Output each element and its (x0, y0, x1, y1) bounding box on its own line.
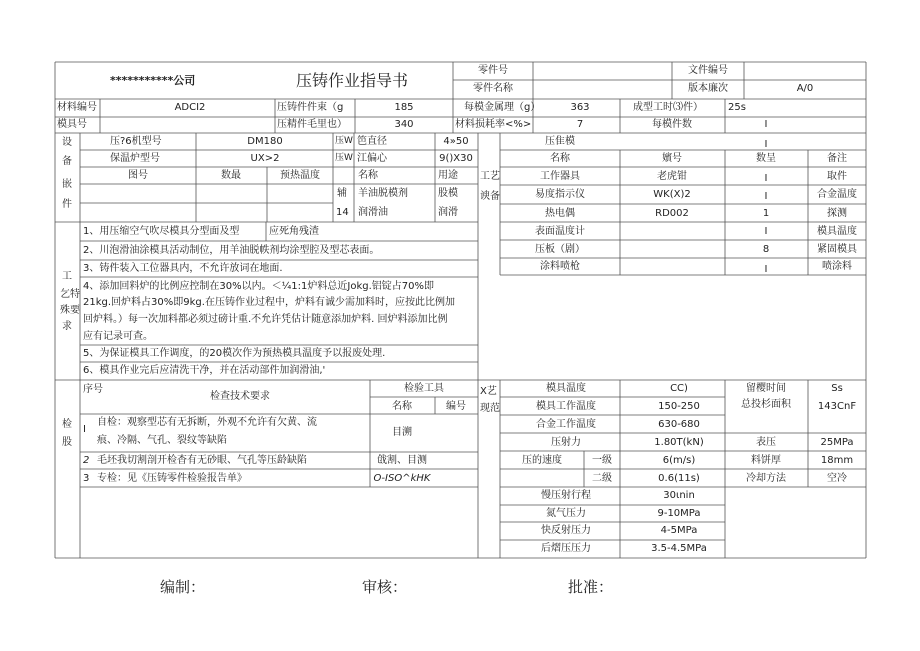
work-temp-value: 150-250 (658, 401, 700, 412)
stage2-value: 0.6(11s) (658, 473, 700, 484)
tool-row-code: RD002 (655, 208, 689, 219)
tool-row-code: WK(X)2 (653, 189, 691, 200)
tool-row-qty: I (764, 191, 768, 202)
cycle-label: 成型工时⑶件） (633, 102, 703, 113)
col-seq: 序号 (83, 384, 103, 395)
inspection-side-label-2: 股 (62, 437, 72, 448)
pressure-label: 表压 (756, 437, 776, 448)
inj-force-value: 1.80T(kN) (654, 437, 704, 448)
machine-value: DM180 (247, 136, 283, 147)
col-req: 检查技术要求 (210, 391, 270, 402)
part-no-label: 零件号 (478, 65, 508, 76)
inj-force-label: 压射力 (551, 437, 581, 448)
col-preheat: 预热温度 (280, 170, 320, 181)
tool-row-note: 取件 (827, 171, 847, 182)
col-tool: 检验工具 (404, 383, 444, 394)
compiled-label: 编制： (160, 578, 206, 596)
slow-label: 慢压射行程 (541, 490, 591, 501)
doc-no-label: 文件编号 (688, 65, 728, 76)
col-qty: 数最 (221, 170, 241, 181)
aux-item2-name: 润滑油 (358, 207, 388, 218)
retain-label: 留樱时间 (746, 383, 786, 394)
process-line: 回炉料。）每一次加料都必须过磅计重.不允许凭估计随意添加炉料. 回炉料添加比例 (83, 314, 448, 325)
area-value: 143CnF (817, 401, 857, 412)
diam-tag: 压W (335, 136, 353, 146)
cool-label: 冷却方法 (746, 473, 786, 484)
diam-label: 笆直径 (357, 136, 387, 147)
tool-row-qty: I (764, 264, 768, 275)
cycle-value: 25s (728, 102, 746, 113)
params-side-label-2: 现范 (480, 403, 500, 414)
machine-label: 压?6机型号 (110, 136, 162, 147)
mold-no-label: 模具号 (57, 119, 87, 130)
tool-row-note: 探测 (827, 208, 847, 219)
tool-row-name: 涂料喷枪 (540, 261, 580, 272)
metal-per-mold-value: 363 (570, 102, 590, 113)
inspection-req: 毛坯我切割剖开检杳有无砂眼、气孔等压龄缺陷 (97, 455, 307, 466)
offset-value: 9()X30 (439, 153, 473, 164)
col-name: 名称 (358, 170, 378, 181)
process-line: 应死角残渣 (269, 226, 319, 237)
offset-tag: 压W (335, 153, 353, 163)
process-line: 3、铸件装入工位器具内，不允许放词在地面. (83, 263, 283, 274)
fast-label: 快反射压力 (541, 525, 591, 536)
reviewed-label: 审核： (362, 578, 408, 596)
nitrogen-value: 9-10MPa (657, 508, 701, 519)
col-tool-name: 名称 (392, 401, 412, 412)
stage1-value: 6(m/s) (662, 455, 696, 466)
process-side-label: 求 (62, 321, 72, 332)
thick-label: 料饼厚 (751, 455, 781, 466)
process-line: 21kg.回炉料占30%即9kg.在压铸作业过程中，炉料有诚少需加料时，应按此比例加 (83, 297, 455, 308)
tools-col-note: 备注 (827, 153, 847, 164)
stage2-label: 二级 (592, 473, 612, 484)
material-value: ADCI2 (174, 102, 206, 113)
process-line: 5、为保证模具工作调度，的20模次作为预热模具温度予以报废处理. (83, 348, 386, 359)
tool-row-note: 模具温度 (817, 226, 857, 237)
inspection-seq: I (83, 424, 86, 435)
params-side-label-1: X艺 (480, 386, 497, 397)
loss-rate-value: 7 (576, 119, 584, 130)
stage1-label: 一级 (592, 455, 612, 466)
version-label: 版本廉次 (688, 83, 728, 94)
material-label: 材料编号 (57, 102, 97, 113)
alloy-temp-value: 630-680 (658, 419, 700, 430)
boost-value: 3.5-4.5MPa (651, 543, 707, 554)
process-line: 1、用压缩空气吹尽模具分型面及型 (83, 226, 240, 237)
metal-per-mold-label: 每模金属理（g） (464, 102, 541, 113)
cavity-label: 每模件数 (652, 119, 692, 130)
aux-num: 14 (336, 207, 349, 218)
boost-label: 后熠压压力 (541, 543, 591, 554)
inspection-tool: 目溯 (392, 427, 412, 438)
tool-row-note: 合金温度 (817, 189, 857, 200)
process-line: 4、添加回料炉的比例应控制在30%以内。＜¼1:1炉料总近Jokg.铝锭占70%即 (83, 281, 434, 292)
inspection-req: 自检：观察型芯有无拆断，外观不允许有欠黄、流 (97, 417, 317, 428)
inspection-req: 痕、冷隔、气孔、裂纹等缺陷 (97, 435, 227, 446)
cast-weight-value: 185 (394, 102, 414, 113)
tools-col-qty: 数呈 (756, 153, 776, 164)
part-name-label: 零件名称 (473, 83, 513, 94)
device-qty-mark: I (764, 139, 768, 150)
offset-label: 江偏心 (357, 153, 387, 164)
mold-temp-label: 模具温度 (546, 383, 586, 394)
tool-row-name: 表面温度计 (535, 226, 585, 237)
cast-weight-label: 压铸件件束（g (277, 102, 344, 113)
page-title: 压铸作业指导书 (296, 71, 409, 90)
equipment-side-label-2: 备 (62, 156, 72, 167)
alloy-temp-label: 合金工作温度 (536, 419, 596, 430)
tools-col-name: 名称 (550, 153, 570, 164)
aux-item1-name: 羊油脱模剂 (358, 188, 408, 199)
tool-row-name: 工作器具 (540, 171, 580, 182)
company-name: ***********公司 (110, 74, 196, 87)
equipment-side-label-1: 设 (62, 137, 72, 148)
speed-label: 压的速度 (522, 455, 562, 466)
process-side-label: 殊要 (60, 305, 80, 316)
cool-value: 空冷 (827, 473, 847, 484)
process-line: 6、模具作业完后应清洗干净，并在活动部件加润滑油,' (83, 365, 326, 376)
tool-row-qty: 1 (762, 208, 770, 219)
inspection-tool: O-ISO^kHK (373, 473, 431, 484)
aux-item2-use: 润滑 (438, 207, 458, 218)
tools-side-label-2: 谀备 (480, 191, 500, 202)
tool-row-name: 易度指示仪 (535, 189, 585, 200)
nitrogen-label: 氮气压力 (546, 508, 586, 519)
aux-item1-use: 股模 (438, 188, 458, 199)
tool-row-name: 热电偶 (545, 208, 575, 219)
tool-row-qty: 8 (762, 244, 770, 255)
pressure-value: 25MPa (820, 437, 854, 448)
process-line: 应有记录可查。 (83, 331, 153, 342)
fast-value: 4-5MPa (660, 525, 698, 536)
inspection-seq: 3 (83, 473, 90, 484)
col-tool-code: 编号 (446, 401, 466, 412)
tool-row-qty: I (764, 173, 768, 184)
inspection-req: 专检：见《压铸零件检验报告单》 (97, 473, 247, 484)
process-side-label: 乞特 (60, 289, 80, 300)
mold-temp-value: CC) (670, 383, 688, 394)
approved-label: 批准： (568, 578, 614, 596)
slow-value: 30ιnin (663, 490, 695, 501)
tool-row-name: 压板（剧） (535, 244, 585, 255)
tool-row-qty: I (764, 226, 768, 237)
process-line: 2、川泡滑油涂模具活动制位，用羊油脱帙剂均涂型腔及型芯表面。 (83, 245, 380, 256)
thick-value: 18mm (820, 455, 854, 466)
furnace-value: UX>2 (250, 153, 280, 164)
work-temp-label: 模具工作温度 (536, 401, 596, 412)
col-use: 用途 (438, 170, 458, 181)
device-label: 压隹模 (545, 136, 575, 147)
diam-value: 4»50 (443, 136, 469, 147)
fixture-side-label-1: 嵌 (62, 179, 72, 190)
inspection-tool: 戗割、目测 (377, 455, 427, 466)
tool-row-code: 老虎钳 (657, 171, 687, 182)
area-label: 总投杉面积 (741, 399, 791, 410)
process-side-label: 工 (62, 271, 72, 282)
inspection-side-label-1: 检 (62, 419, 72, 430)
inspection-seq: 2 (83, 455, 90, 466)
fixture-side-label-2: 件 (62, 199, 72, 210)
aux-tag: 辅 (337, 188, 347, 199)
cavity-value: I (764, 119, 768, 130)
tool-row-note: 紧固模具 (817, 244, 857, 255)
tool-row-note: 喷涂料 (822, 261, 852, 272)
furnace-label: 保温炉型号 (110, 153, 160, 164)
rough-weight-value: 340 (394, 119, 414, 130)
tools-col-code: 嬪号 (662, 153, 682, 164)
version-value: A/0 (796, 83, 814, 94)
loss-rate-label: 材料损耗率<%> (455, 119, 532, 130)
retain-value: Ss (831, 383, 843, 394)
tools-side-label-1: 工艺 (480, 171, 500, 182)
col-drawing: 图号 (128, 170, 148, 181)
rough-weight-label: 压精件毛里也） (277, 119, 347, 130)
